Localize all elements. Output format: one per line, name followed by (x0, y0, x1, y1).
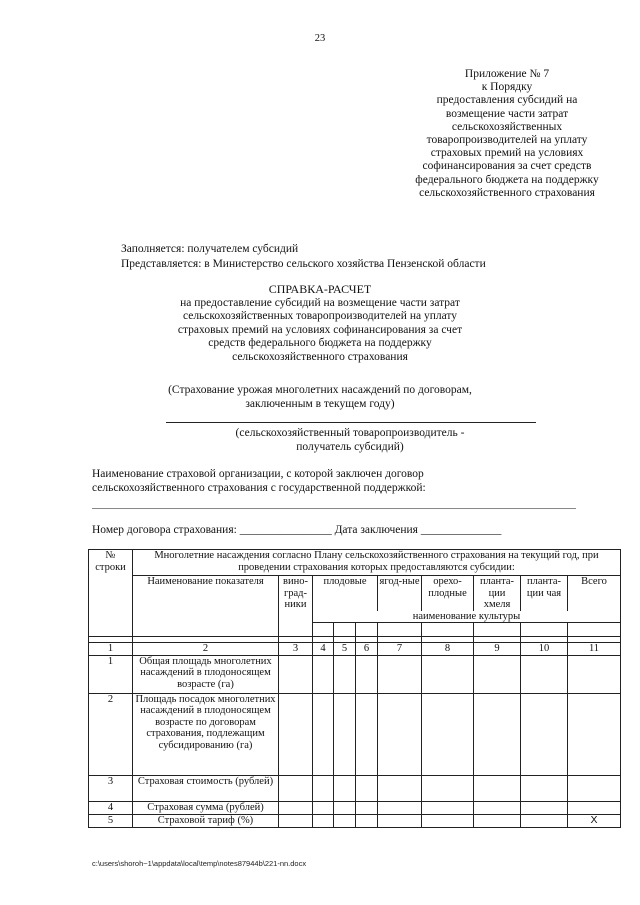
insurer-line: Наименование страховой организации, с которой заключен договор (92, 468, 424, 480)
column-number: 3 (279, 643, 313, 656)
title-line: сельскохозяйственных товаропроизводителей на уплату (182, 310, 458, 322)
appendix-line: сельскохозяйственных (451, 120, 563, 133)
data-cell[interactable] (521, 814, 568, 827)
recipient-blank-line (166, 422, 536, 423)
header-crop-name: наименование культуры (313, 611, 621, 623)
data-cell[interactable] (279, 814, 313, 827)
crop-cell[interactable] (521, 623, 568, 637)
row-label: Общая площадь многолетних насаждений в плодоносящем возрасте (га) (133, 655, 279, 693)
data-cell[interactable] (378, 814, 422, 827)
header-total: Всего (568, 576, 621, 611)
insurer-field-label (92, 467, 612, 495)
recipient-line: получатель субсидий) (296, 440, 404, 453)
insurer-blank-line (92, 508, 576, 509)
table-row (89, 775, 621, 801)
submitted-to-note: Представляется: в Министерство сельского хозяйства Пензенской области (121, 258, 486, 270)
crop-cell[interactable] (474, 623, 521, 637)
header-hops: планта-ции хмеля (474, 576, 521, 611)
appendix-line: федерального бюджета на поддержку (415, 173, 599, 186)
data-cell[interactable] (378, 693, 422, 775)
title-line: сельскохозяйственного страхования (232, 350, 408, 363)
subtitle-line: заключенным в текущем году) (245, 397, 395, 410)
insurance-type-note (150, 384, 490, 411)
total-cell[interactable] (568, 775, 621, 801)
title-line: на предоставление субсидий на возмещение части затрат (180, 296, 460, 309)
recipient-caption (170, 427, 530, 454)
crop-cell[interactable] (313, 623, 334, 637)
table-row (89, 693, 621, 775)
insurer-line: сельскохозяйственного страхования с государственной поддержкой: (92, 482, 426, 494)
data-cell[interactable] (422, 775, 474, 801)
row-label: Страховая стоимость (рублей) (133, 775, 279, 801)
appendix-reference (392, 68, 622, 200)
title-heading: СПРАВКА-РАСЧЕТ (268, 282, 372, 296)
document-title (130, 283, 510, 364)
data-cell[interactable] (279, 655, 313, 693)
data-cell[interactable] (313, 814, 334, 827)
crop-cell[interactable] (378, 623, 422, 637)
data-cell[interactable] (334, 655, 356, 693)
column-number: 5 (334, 643, 356, 656)
data-cell[interactable] (474, 814, 521, 827)
data-cell[interactable] (279, 801, 313, 814)
appendix-line: товаропроизводителей на уплату (426, 134, 588, 147)
crop-cell[interactable] (356, 623, 378, 637)
header-nut: орехо-плодные (422, 576, 474, 611)
table-row (89, 801, 621, 814)
data-cell[interactable] (356, 655, 378, 693)
header-tea: планта-ции чая (521, 576, 568, 611)
title-line: страховых премий на условиях софинансирования за счет (177, 323, 463, 336)
page-number: 23 (314, 33, 326, 44)
header-row-number: № строки (89, 550, 133, 637)
title-line: средств федерального бюджета на поддержку (208, 337, 432, 349)
crop-cell[interactable] (334, 623, 356, 637)
data-cell[interactable] (422, 801, 474, 814)
column-number: 10 (521, 643, 568, 656)
crop-cell[interactable] (568, 623, 621, 637)
column-number: 9 (474, 643, 521, 656)
data-cell[interactable] (356, 801, 378, 814)
header-berry: ягод-ные (378, 576, 422, 611)
data-cell[interactable] (279, 693, 313, 775)
column-number: 11 (568, 643, 621, 656)
total-cell-not-applicable: X (568, 814, 621, 827)
header-fruit: плодовые (313, 576, 378, 611)
appendix-line: софинансирования за счет средств (422, 160, 592, 173)
row-number: 5 (89, 814, 133, 827)
data-cell[interactable] (474, 655, 521, 693)
data-cell[interactable] (422, 655, 474, 693)
appendix-line: страховых премий на условиях (430, 147, 584, 160)
calculation-table (88, 549, 621, 828)
appendix-line: возмещение части затрат (445, 107, 569, 120)
row-label: Площадь посадок многолетних насаждений в плодоносящем возрасте по договорам страхования, подлежащим субсидированию (га) (133, 693, 279, 775)
data-cell[interactable] (313, 801, 334, 814)
column-number: 6 (356, 643, 378, 656)
column-number: 1 (89, 643, 133, 656)
data-cell[interactable] (474, 775, 521, 801)
data-cell[interactable] (378, 775, 422, 801)
header-vineyards: вино-град-ники (279, 576, 313, 637)
data-cell[interactable] (474, 693, 521, 775)
table-row (89, 655, 621, 693)
file-path-footer: c:\users\shoroh~1\appdata\local\temp\notes87944b\221-nn.docx (92, 859, 307, 868)
column-number-row (89, 643, 621, 656)
column-number: 4 (313, 643, 334, 656)
contract-number-date: Номер договора страхования: ________________ Дата заключения ______________ (92, 524, 502, 536)
data-cell[interactable] (279, 775, 313, 801)
header-indicator: Наименование показателя (133, 576, 279, 637)
appendix-line: сельскохозяйственного страхования (419, 186, 595, 199)
column-number: 7 (378, 643, 422, 656)
appendix-line: к Порядку (481, 81, 533, 94)
data-cell[interactable] (313, 775, 334, 801)
total-cell[interactable] (568, 801, 621, 814)
data-cell[interactable] (521, 775, 568, 801)
crop-cell[interactable] (422, 623, 474, 637)
filled-by-note: Заполняется: получателем субсидий (121, 243, 299, 255)
column-number: 2 (133, 643, 279, 656)
row-label: Страховая сумма (рублей) (133, 801, 279, 814)
column-number: 8 (422, 643, 474, 656)
row-number: 4 (89, 801, 133, 814)
row-number: 3 (89, 775, 133, 801)
row-label: Страховой тариф (%) (133, 814, 279, 827)
data-cell[interactable] (521, 693, 568, 775)
data-cell[interactable] (378, 655, 422, 693)
data-cell[interactable] (356, 814, 378, 827)
data-cell[interactable] (422, 814, 474, 827)
data-cell[interactable] (313, 655, 334, 693)
total-cell[interactable] (568, 693, 621, 775)
data-cell[interactable] (313, 693, 334, 775)
data-cell[interactable] (334, 814, 356, 827)
total-cell[interactable] (568, 655, 621, 693)
data-cell[interactable] (521, 655, 568, 693)
data-cell[interactable] (521, 801, 568, 814)
data-cell[interactable] (334, 775, 356, 801)
row-number: 2 (89, 693, 133, 775)
data-cell[interactable] (334, 801, 356, 814)
data-cell[interactable] (334, 693, 356, 775)
subtitle-line: (Страхование урожая многолетних насаждений по договорам, (168, 384, 472, 396)
appendix-line: предоставления субсидий на (436, 94, 578, 107)
data-cell[interactable] (356, 775, 378, 801)
data-cell[interactable] (378, 801, 422, 814)
table-row (89, 814, 621, 827)
data-cell[interactable] (474, 801, 521, 814)
recipient-line: (сельскохозяйственный товаропроизводитель - (235, 427, 465, 439)
data-cell[interactable] (356, 693, 378, 775)
data-cell[interactable] (422, 693, 474, 775)
row-number: 1 (89, 655, 133, 693)
appendix-line: Приложение № 7 (464, 68, 550, 80)
header-main: Многолетние насаждения согласно Плану сельскохозяйственного страхования на текущий год, при проведении страхования которых предоставляются субсидии: (133, 550, 621, 576)
